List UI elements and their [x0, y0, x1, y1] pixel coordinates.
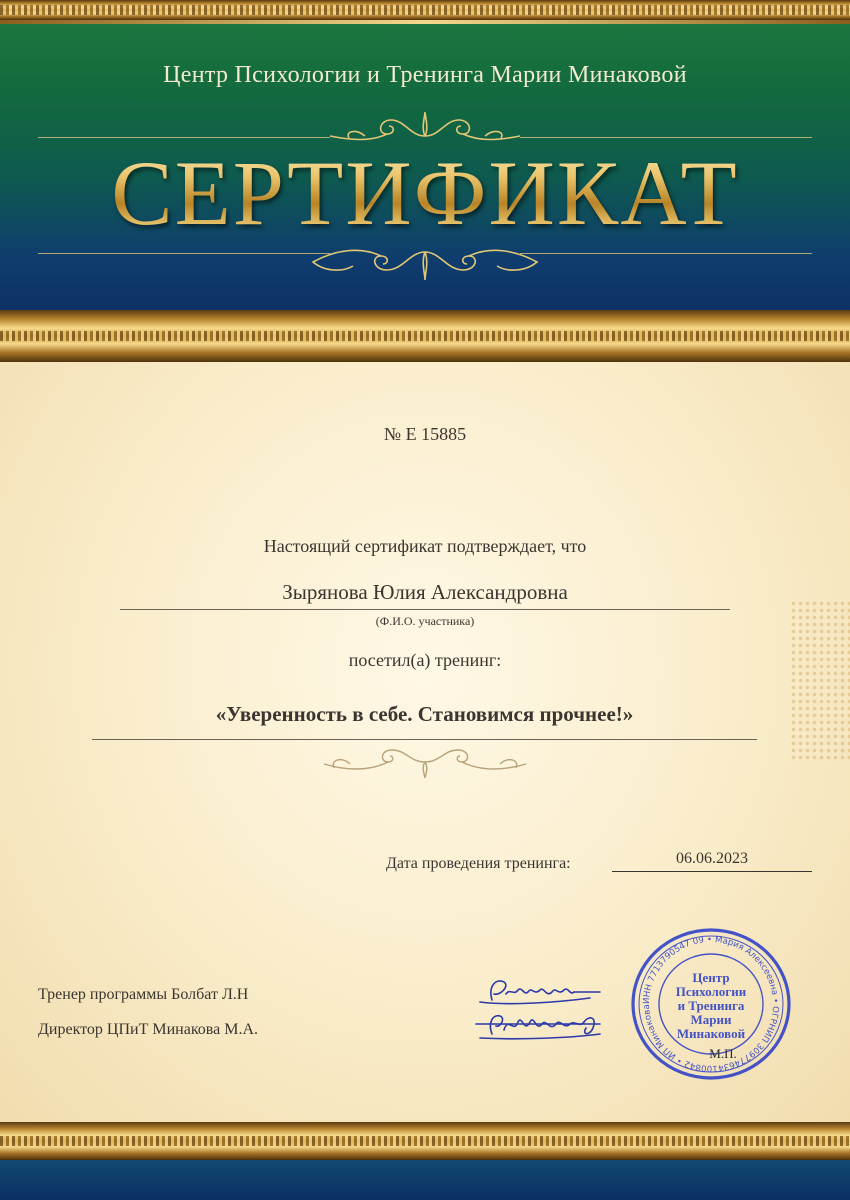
organization-name: Центр Психологии и Тренинга Марии Минаковой — [163, 62, 687, 88]
trainer-signature-line: Тренер программы Болбат Л.Н — [38, 986, 249, 1003]
header-rule-left-bottom — [38, 253, 330, 254]
certificate-number: № Е 15885 — [383, 424, 467, 444]
attended-text: посетил(а) тренинг: — [348, 650, 502, 670]
training-date-value: 06.06.2023 — [612, 850, 812, 872]
participant-name: Зырянова Юлия Александровна — [120, 580, 730, 610]
stamp-center-line: Минаковой — [676, 1026, 746, 1041]
header-rule-right-top — [520, 137, 812, 138]
participant-name-caption: (Ф.И.О. участника) — [375, 614, 475, 628]
header-rule-left-top — [38, 137, 330, 138]
training-date-label: Дата проведения тренинга: — [386, 855, 571, 872]
stamp-place-label: М.П. — [709, 1046, 737, 1061]
top-gold-line — [0, 20, 850, 24]
stamp-center-line: Марии — [690, 1012, 732, 1027]
bottom-flourish-ornament — [305, 238, 545, 288]
footer-background — [0, 1160, 850, 1200]
stamp-center-line: и Тренинга — [677, 998, 745, 1013]
header-gold-border — [0, 310, 850, 362]
stamp-center-line: Центр — [692, 970, 730, 985]
footer-gold-border — [0, 1122, 850, 1160]
director-signature-line: Директор ЦПиТ Минакова М.А. — [38, 1021, 259, 1038]
stamp-ring-text: ИНН 7713790547 09 • Мария Алексеевна • ОГРНИП 309774634100842 • ИП Минакова — [641, 934, 781, 1074]
training-title: «Уверенность в себе. Становимся прочнее!» — [92, 702, 757, 740]
header-rule-right-bottom — [520, 253, 812, 254]
organization-stamp — [616, 926, 806, 1086]
director-signature — [470, 1006, 610, 1042]
confirmation-text: Настоящий сертификат подтверждает, что — [263, 536, 587, 556]
middle-flourish-ornament — [320, 744, 530, 780]
stamp-center-line: Психологии — [675, 984, 747, 999]
trainer-signature — [470, 972, 610, 1008]
certificate-title: СЕРТИФИКАТ — [0, 140, 850, 246]
top-gold-border — [0, 0, 850, 20]
